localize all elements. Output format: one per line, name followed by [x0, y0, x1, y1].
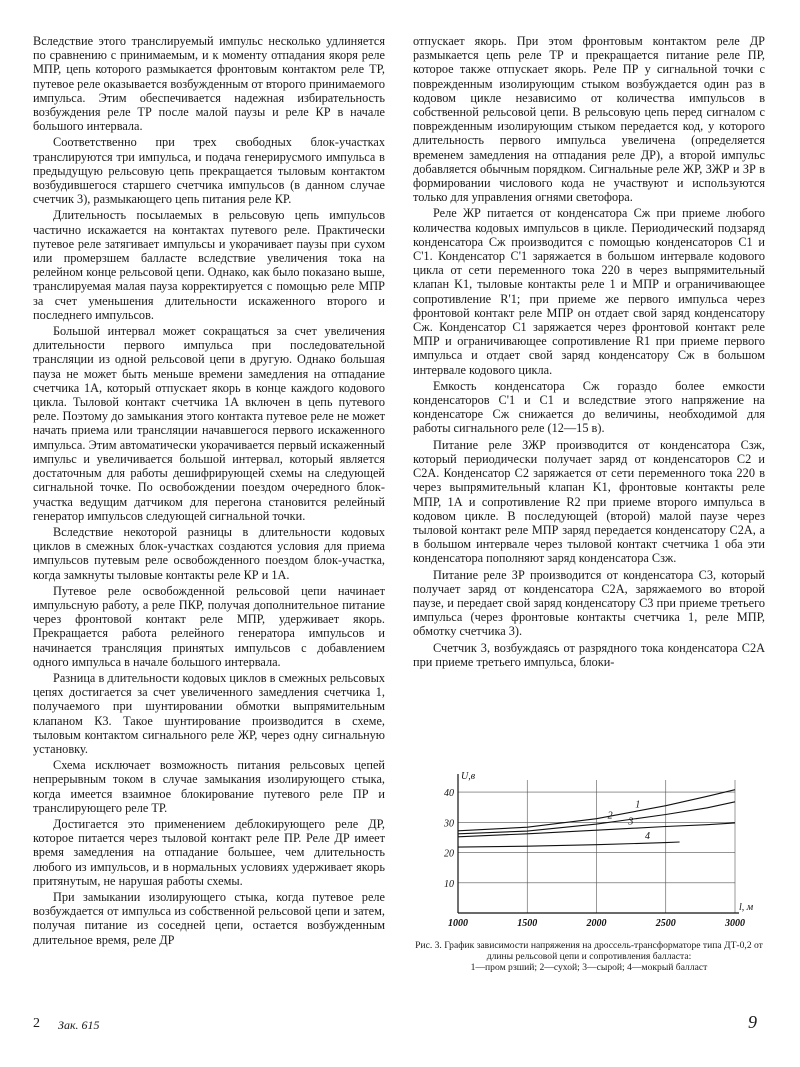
y-tick-label: 10: [444, 878, 454, 890]
y-tick-label: 20: [444, 848, 454, 860]
paragraph: Счетчик 3, возбуждаясь от разрядного тока конденсатора C2А при приеме третьего импульса, блоки-: [413, 640, 765, 669]
paragraph: Соответственно при трех свободных блок-участках транслируются три импульса, и подача генерирусмого импульса в предыдущую рельсовую цепь прекращается тыловым контактом возбудившегося старшего счетчика импульсов (в данном случае счетчик 3), размыкающего цепь питания реле КР.: [33, 135, 385, 207]
paragraph: Схема исключает возможность питания рельсовых цепей непрерывным током в случае замыкания изолирующего стыка, когда имеется взаимное блокирование путевого реле ПР и транслирующего реле ТР.: [33, 758, 385, 815]
x-tick-label: 2000: [586, 918, 607, 929]
paragraph: Большой интервал может сокращаться за счет увеличения длительности первого импульса при последовательной трансляции из одной рельсовой цепи в другую. Однако большая пауза не может быть меньше времени замедления на отпадание счетчика 1А, который отпускает якорь в конце каждого кодового цикла. Тыловой контакт счетчика 1А включен в цепь путевого реле. Поэтому до замыкания этого контакта путевое реле не может начать приема или трансляции начавшегося первого искаженного импульса. Этим автоматически укорачивается первый искаженный импульс и увеличивается большой интервал, который является достаточным для работы дешифрирующей схемы на следующей сигнальной точке. По освобождении поездом очередного блок-участка ведущим датчиком для перегона становится релейный генератор импульсов следующей сигнальной точки.: [33, 324, 385, 523]
left-column: [33, 34, 385, 949]
paragraph: Длительность посылаемых в рельсовую цепь импульсов частично искажается на контактах путевого реле. Практически путевое реле затягивает импульсы и укорачивает паузы при сухом или промерзшем балласте вследствие увеличения тока на релейном конце рельсовой цепи. Однако, как было показано выше, транслируемая малая пауза корректируется с помощью реле МПР за счет уменьшения длительности искаженного второго и последнего импульсов.: [33, 208, 385, 322]
paragraph: При замыкании изолирующего стыка, когда путевое реле возбуждается от импульса из собственной рельсовой цепи и затем, получая питание из соседней цепи, остается возбужденным длительное время, реле ДР: [33, 889, 385, 947]
chart-axes: [458, 774, 739, 913]
paragraph: Питание реле ЗЖР производится от конденсатора Cзж, который периодически получает заряд от конденсаторов C2 и C2А. Конденсатор C2 заряжается от сети переменного тока 220 в через выпрямительный клапан K1, фронтовые контакты реле МПР, 1А и сопротивление R2 при приеме второго импульса в кодовом цикле. В последующей (второй) малой паузе через тыловой контакт реле МПР заряд передается конденсатору C2А, а в большом интервале через тыловой контакт счетчика 1 оба эти конденсатора пополняют заряд конденсатора Cзж.: [413, 437, 765, 566]
y-tick-label: 40: [444, 788, 454, 800]
y-axis-label: U,в: [461, 771, 476, 782]
series-label-4: 4: [644, 831, 650, 843]
paragraph: Вследствие некоторой разницы в длительности кодовых циклов в смежных блок-участках создаются условия для приема импульсов путевым реле освобожденного поездом блок-участка, когда замкнуты тыловые контакты реле КР и 1А.: [33, 524, 385, 582]
x-tick-label: 1500: [517, 918, 538, 929]
right-column: [413, 34, 765, 671]
x-tick-label: 3000: [725, 918, 745, 929]
chart-text: [443, 771, 754, 929]
paragraph: Вследствие этого транслируемый импульс несколько удлиняется по сравнению с принимаемым, и к моменту отпадания якоря реле МПР, цепь которого размыкается фронтовым контактом реле ТР, путевое реле оказывается возбужденным от второго принимаемого импульса. Этим обеспечивается надежная избирательность возбуждения реле ТР после малой паузы и реле КР в начале большого интервала.: [33, 34, 385, 134]
voltage-length-chart: [413, 770, 765, 940]
paragraph: Емкость конденсатора Cж гораздо более емкости конденсаторов C'1 и C1 и вследствие этого напряжение на конденсаторе Cж снижается до величины, необходимой для работы сигнального реле (12—15 в).: [413, 378, 765, 436]
y-tick-label: 30: [444, 818, 454, 830]
paragraph: Разница в длительности кодовых циклов в смежных рельсовых цепях достигается за счет увеличенного замедления счетчика 1, получаемого при шунтировании обмотки выпрямительным клапаном К3. Такое шунтирование производится в схеме, тыловым контактом сигнального реле ЖР, через одну сигнальную установку.: [33, 670, 385, 756]
paragraph: отпускает якорь. При этом фронтовым контактом реле ДР размыкается цепь реле ТР и прекращается питание реле ПР, которое также отпускает якорь. Реле ПР у сигнальной точки с поврежденным изолирующим стыком возбуждается один раз в кодовом цикле независимо от количества импульсов в собственной рельсовой цепи. В рельсовую цепь перед сигналом с поврежденным изолирующим стыком передается код, у которого длительность первого импульса увеличена (определяется временем замедления на отпадания реле ДР), а второй импульс добавляется обычным порядком. Сигнальные реле ЖР, ЗЖР и ЗР в формировании числового кода не участвуют и используются только для управления огнями светофора.: [413, 34, 765, 205]
page-number-right: 9: [748, 1012, 757, 1032]
series-label-2: 2: [607, 810, 613, 822]
series-label-3: 3: [628, 816, 634, 828]
paragraph: Достигается это применением деблокирующего реле ДР, которое питается через тыловой контакт реле ПР. Реле ДР имеет время замедления на отпадание большее, чем длительность любого из импульсов, и в нормальных условиях удерживает якорь притянутым, не нарушая работы схемы.: [33, 816, 385, 888]
x-tick-label: 2500: [655, 918, 676, 929]
x-tick-label: 1000: [448, 918, 468, 929]
page-number-left: 2: [33, 1016, 40, 1031]
series-label-1: 1: [635, 799, 641, 811]
figure-caption: Рис. 3. График зависимости напряжения на дроссель-трансформаторе типа ДТ-0,2 от длины рельсовой цепи и сопротивления балласта:: [415, 940, 763, 963]
series-line-4: [458, 842, 680, 847]
paragraph: Реле ЖР питается от конденсатора Cж при приеме любого количества кодовых импульсов в цикле. Периодический подзаряд конденсатора Cж производится с помощью конденсаторов C1 и C'1. Конденсатор C'1 заряжается в большом интервале кодового цикла от сети переменного тока 220 в через выпрямительный клапан K1, тыловые контакты реле 1 и МПР и ограничивающее сопротивление R'1; при приеме же первого импульса через фронтовой контакт реле МПР он отдает свой заряд конденсатору Cж. Конденсатор C1 заряжается через фронтовой контакт реле МПР и ограничивающее сопротивление R1 при приеме первого импульса и отдает свой заряд конденсатору Cж в большом интервале кодового цикла.: [413, 206, 765, 377]
figure: [413, 770, 765, 974]
paragraph: Путевое реле освобожденной рельсовой цепи начинает импульсную работу, а реле ПКР, получая дополнительное питание через фронтовой контакт реле МПР, удерживает якорь. Прекращается работа релейного генератора импульсов и начинается трансляция принятых импульсов с добавлением одного импульса в начале большого интервала.: [33, 583, 385, 669]
order-mark: Зак. 615: [58, 1018, 100, 1032]
paragraph: Питание реле ЗР производится от конденсатора C3, который получает заряд от конденсатора C2А, заряжаемого во второй паузе, и передает свой заряд конденсатору C3 при приеме третьего импульса (через фронтовые контакты счетчика 1, реле МПР, обмотку счетчика 3).: [413, 567, 765, 639]
figure-legend: 1—пром рзший; 2—сухой; 3—сырой; 4—мокрый балласт: [470, 962, 708, 974]
x-axis-label: l, м: [739, 902, 754, 913]
